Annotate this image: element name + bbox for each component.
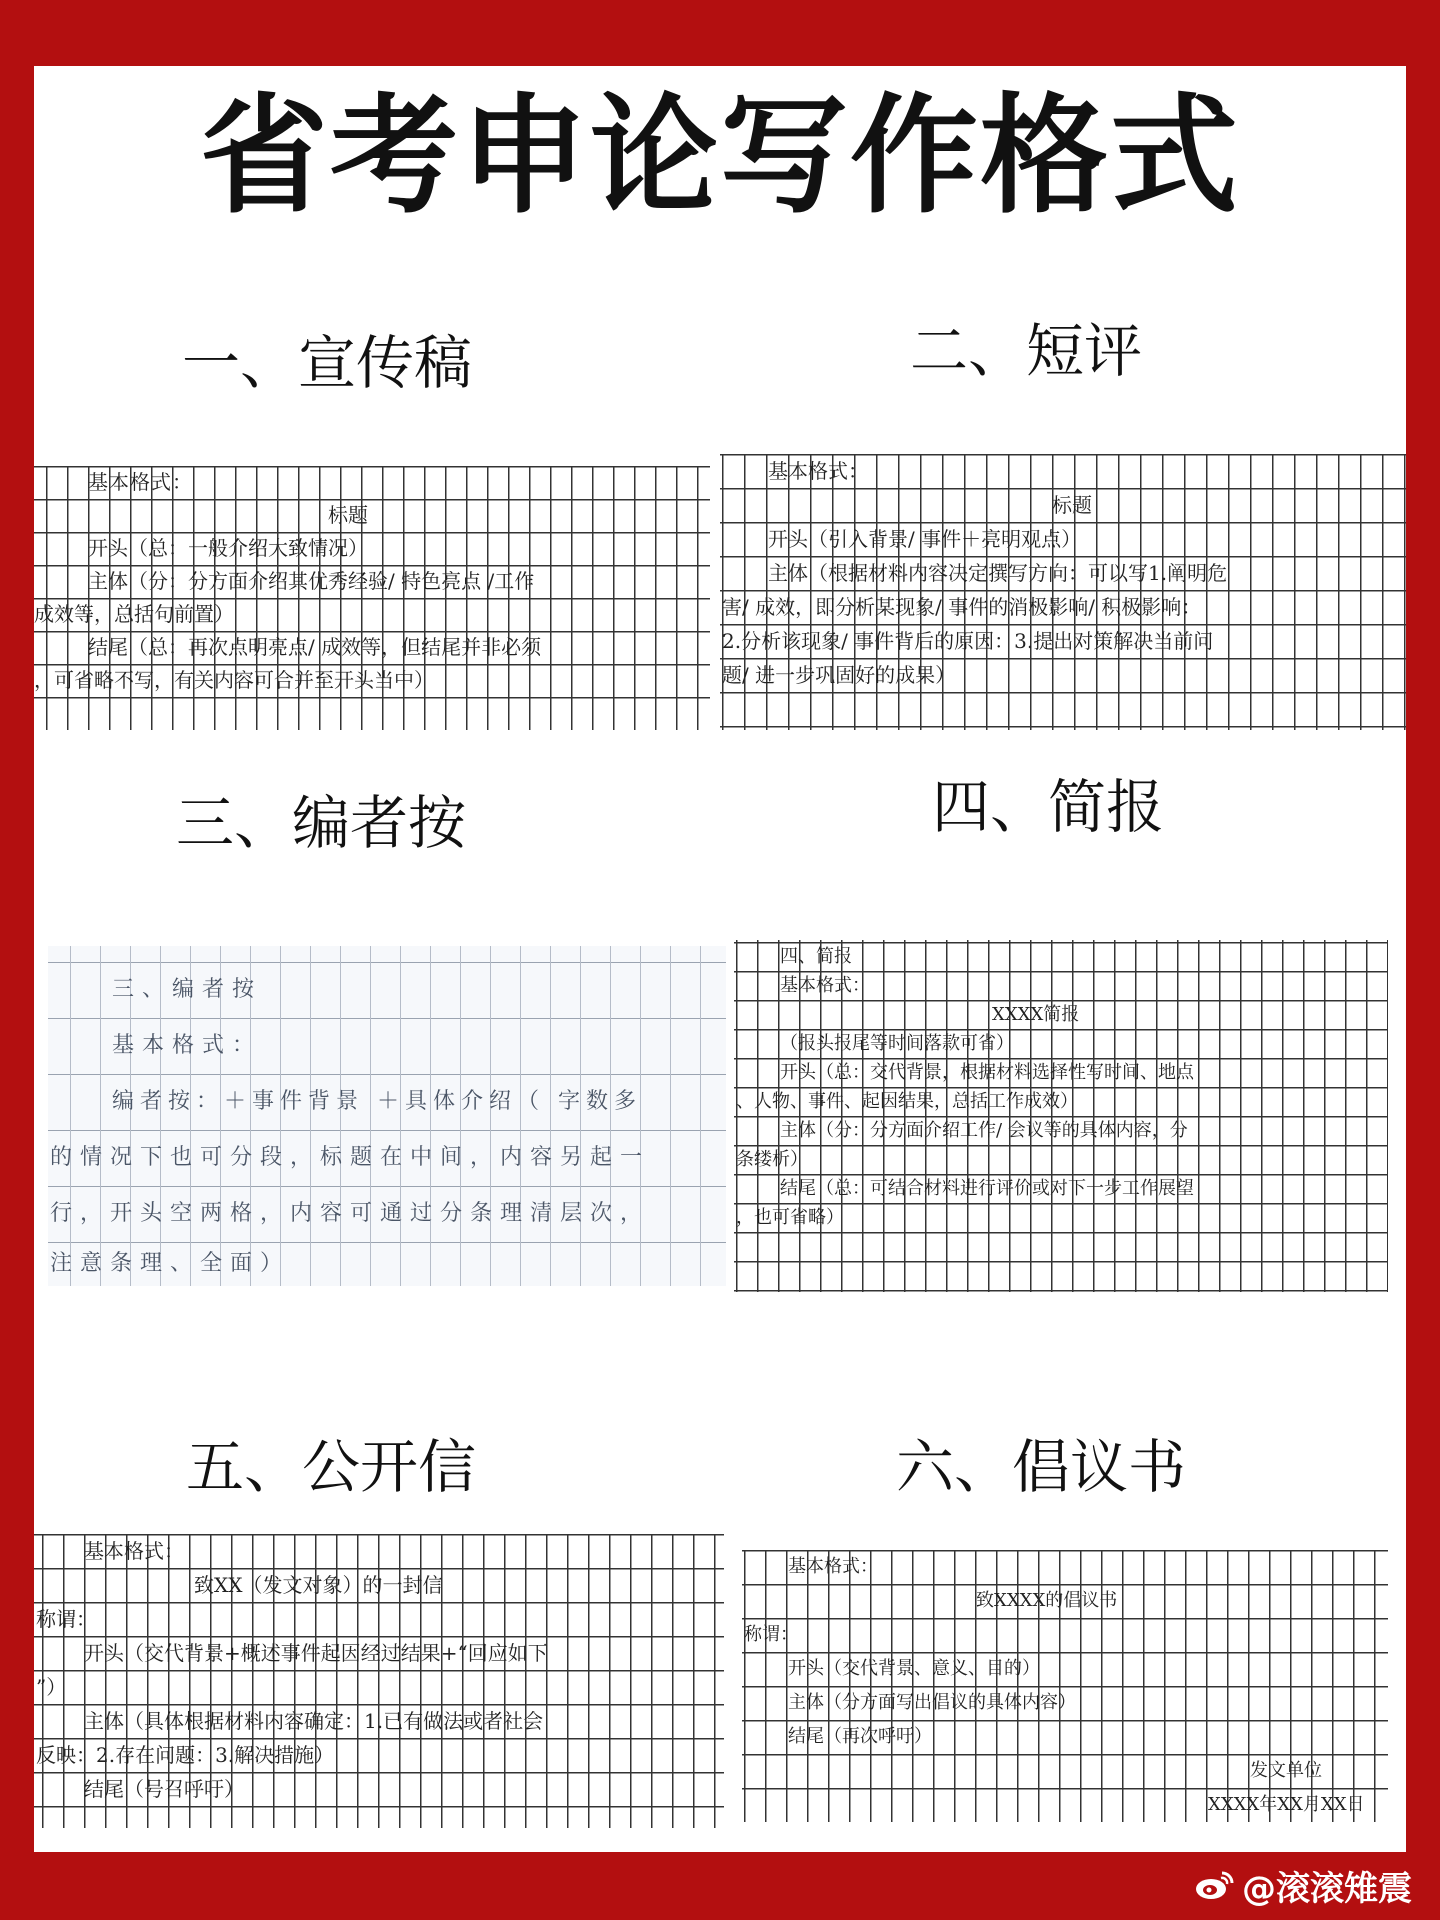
- grid-line: 开头（总：交代背景，根据材料选择性写时间、地点: [780, 1062, 1194, 1083]
- format-grid-publicity: [34, 466, 710, 730]
- grid-line: ”）: [36, 1675, 67, 1699]
- grid-line: 基本格式：: [112, 1033, 263, 1058]
- grid-line: 标题: [328, 503, 368, 527]
- grid-line: XXXX年XX月XX日: [1208, 1794, 1365, 1815]
- grid-line: 称谓：: [36, 1607, 96, 1631]
- content-sheet: [34, 66, 1406, 1852]
- grid-line: 结尾（再次呼吁）: [788, 1726, 932, 1747]
- section-heading-1: 一、宣传稿: [182, 329, 473, 397]
- grid-line: 开头（引入背景/ 事件＋亮明观点）: [768, 527, 1082, 551]
- grid-line: 编者按：＋事件背景 ＋具体介绍（ 字数多: [112, 1089, 642, 1114]
- grid-line: 基本格式：: [768, 459, 868, 483]
- grid-line: 称谓：: [744, 1624, 798, 1645]
- format-grid-open-letter: [34, 1534, 724, 1828]
- section-heading-6: 六、倡议书: [896, 1433, 1187, 1501]
- grid-line: 主体（分：分方面介绍工作/ 会议等的具体内容，分: [780, 1120, 1188, 1141]
- grid-line: 结尾（总：再次点明亮点/ 成效等，但结尾并非必须: [88, 635, 542, 659]
- grid-line: 基本格式：: [84, 1539, 184, 1563]
- grid-line: 致XXXX的倡议书: [976, 1590, 1118, 1611]
- grid-line: 发文单位: [1250, 1760, 1322, 1781]
- format-grid-proposal: [742, 1550, 1388, 1822]
- watermark: [1194, 1860, 1412, 1910]
- grid-line: 行，开头空两格，内容可通过分条理清层次，: [50, 1201, 651, 1226]
- grid-line: 标题: [1052, 493, 1092, 517]
- grid-line: （报头报尾等时间落款可省）: [780, 1033, 1014, 1054]
- grid-line: 注意条理、全面）: [50, 1251, 291, 1276]
- grid-line: 基本格式：: [780, 975, 870, 996]
- grid-line: 主体（根据材料内容决定撰写方向：可以写1.阐明危: [768, 561, 1228, 585]
- page-title: 省考申论写作格式: [199, 82, 1240, 231]
- grid-line: 主体（具体根据材料内容确定：1.已有做法或者社会: [84, 1709, 544, 1733]
- grid-line: XXXX简报: [992, 1004, 1080, 1025]
- grid-line: 开头（总：一般介绍大致情况）: [88, 536, 368, 560]
- grid-line: 、人物、事件、起因结果，总括工作成效）: [736, 1091, 1078, 1112]
- grid-line: 2.分析该现象/ 事件背后的原因：3.提出对策解决当前问: [722, 629, 1214, 653]
- grid-line: 结尾（总：可结合材料进行评价或对下一步工作展望: [780, 1178, 1194, 1199]
- grid-line: 致XX（发文对象）的一封信: [194, 1573, 443, 1597]
- grid-line: 基本格式：: [788, 1556, 878, 1577]
- grid-line: 害/ 成效，即分析某现象/ 事件的消极影响/ 积极影响：: [722, 595, 1202, 619]
- grid-line: 题/ 进一步巩固好的成果）: [722, 663, 956, 687]
- grid-line: 主体（分：分方面介绍其优秀经验/ 特色亮点 /工作: [88, 569, 535, 593]
- watermark-text: @滚滚雉震: [1242, 1868, 1412, 1909]
- section-heading-4: 四、简报: [932, 773, 1165, 841]
- grid-line: 主体（分方面写出倡议的具体内容）: [788, 1692, 1076, 1713]
- grid-line: 结尾（号召呼吁）: [84, 1777, 244, 1801]
- grid-line: 三、编者按: [112, 977, 263, 1002]
- grid-line: 的情况下也可分段，标题在中间，内容另起一: [50, 1145, 651, 1170]
- grid-line: 四、简报: [780, 946, 852, 967]
- grid-line: ，也可省略）: [736, 1207, 844, 1228]
- format-grid-commentary: [720, 454, 1406, 730]
- grid-line: 开头（交代背景、意义、目的）: [788, 1658, 1040, 1679]
- grid-line: 基本格式：: [88, 470, 193, 494]
- section-heading-5: 五、公开信: [186, 1433, 477, 1501]
- grid-line: 开头（交代背景+概述事件起因经过结果+“回应如下: [84, 1641, 548, 1665]
- format-grid-briefing: [734, 940, 1388, 1292]
- section-heading-2: 二、短评: [910, 317, 1143, 385]
- grid-line: 反映：2.存在问题：3.解决措施）: [36, 1743, 335, 1767]
- grid-line: 条缕析）: [736, 1149, 808, 1170]
- section-heading-3: 三、编者按: [176, 789, 467, 857]
- weibo-icon: [1194, 1869, 1234, 1901]
- grid-line: ，可省略不写，有关内容可合并至开头当中）: [34, 668, 434, 692]
- grid-line: 成效等，总括句前置）: [34, 602, 234, 626]
- format-grid-editors-note: [48, 946, 726, 1286]
